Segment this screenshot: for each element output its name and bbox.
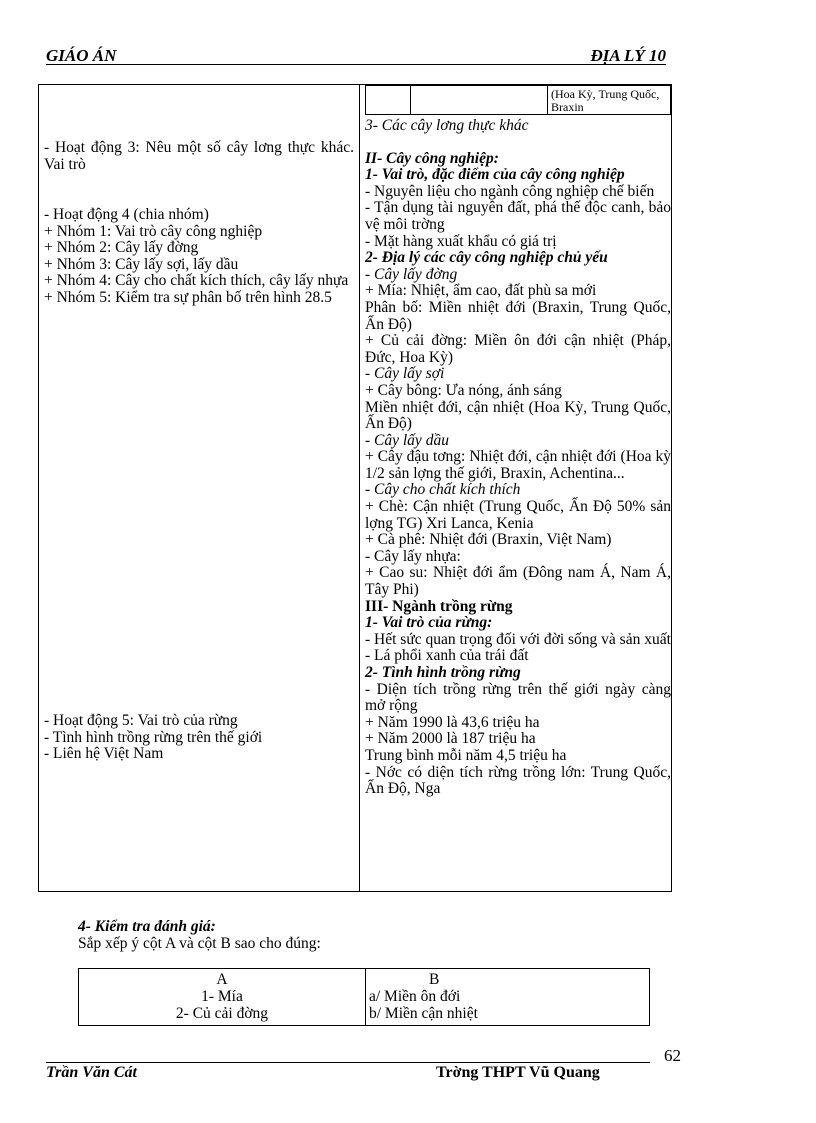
right-content bbox=[365, 118, 671, 798]
activity-5-line: - Liên hệ Việt Nam bbox=[44, 745, 164, 763]
mini-table-fragment bbox=[365, 85, 671, 115]
text-line: + Cà phê: Nhiệt đới (Braxin, Việt Nam) bbox=[365, 531, 612, 549]
column-b-header: B bbox=[429, 971, 440, 988]
column-divider bbox=[359, 85, 360, 891]
column-b-item: b/ Miền cận nhiệt bbox=[369, 1005, 478, 1022]
text-line: + Năm 2000 là 187 triệu ha bbox=[365, 730, 536, 748]
activity-4-line: + Nhóm 3: Cây lấy sợi, lấy dầu bbox=[44, 255, 239, 273]
mini-cell-3: (Hoa Kỳ, Trung Quốc, Braxin bbox=[547, 85, 671, 115]
activity-5 bbox=[44, 713, 354, 763]
text-line: - Mặt hàng xuất khẩu có giá trị bbox=[365, 232, 557, 250]
matching-divider bbox=[365, 969, 366, 1025]
header-rule bbox=[46, 64, 666, 65]
activity-5-line: - Tình hình trồng rừng trên thế giới bbox=[44, 728, 263, 746]
page-number: 62 bbox=[664, 1046, 681, 1065]
activity-4-line: + Nhóm 4: Cây cho chất kích thích, cây lấy nhựa bbox=[44, 272, 349, 290]
subheading: 2- Địa lý các cây công nghiệp chủ yếu bbox=[365, 249, 608, 267]
text-line: - Tận dụng tài nguyên đất, phá thế độc canh, bảo vệ môi trờng bbox=[365, 199, 671, 233]
text-line: Phân bố: Miền nhiệt đới (Braxin, Trung Quốc, Ấn Độ) bbox=[365, 298, 671, 333]
category-label: - Cây cho chất kích thích bbox=[365, 481, 521, 499]
mini-cell-1 bbox=[365, 85, 411, 115]
matching-table bbox=[78, 968, 650, 1026]
text-line: Miền nhiệt đới, cận nhiệt (Hoa Kỳ, Trung Quốc, Ấn Độ) bbox=[365, 398, 671, 433]
text-line: - Diện tích trồng rừng trên thế giới ngày càng mở rộng bbox=[365, 680, 671, 715]
column-b bbox=[369, 971, 649, 1022]
column-a-header: A bbox=[216, 971, 228, 988]
footer-author: Trần Văn Cát bbox=[46, 1064, 137, 1081]
subheading: 2- Tình hình trồng rừng bbox=[365, 664, 521, 681]
footer-school: Trờng THPT Vũ Quang bbox=[436, 1064, 600, 1081]
text-line: - Lá phổi xanh của trái đất bbox=[365, 647, 529, 665]
category-label: - Cây lấy sợi bbox=[365, 365, 445, 383]
activity-4-line: - Hoạt động 4 (chia nhóm) bbox=[44, 206, 209, 223]
activity-4-line: + Nhóm 1: Vai trò cây công nghiệp bbox=[44, 222, 263, 240]
activity-4 bbox=[44, 207, 354, 307]
text-line: Trung bình mỗi năm 4,5 triệu ha bbox=[365, 746, 567, 764]
column-a bbox=[79, 971, 365, 1022]
header-right: ĐỊA LÝ 10 bbox=[590, 46, 666, 65]
text-line: - Hết sức quan trọng đối với đời sống và sản xuất bbox=[365, 630, 671, 648]
category-label: - Cây lấy dầu bbox=[365, 431, 449, 449]
text-line: + Cây bông: Ưa nóng, ánh sáng bbox=[365, 381, 562, 399]
lesson-table bbox=[38, 84, 672, 892]
section-4-title: 4- Kiểm tra đánh giá: bbox=[78, 918, 216, 935]
text-line: - Nớc có diện tích rừng trồng lớn: Trung Quốc, Ấn Độ, Nga bbox=[365, 763, 671, 798]
subheading: 1- Vai trò của rừng: bbox=[365, 614, 493, 632]
section-heading: II- Cây công nghiệp: bbox=[365, 149, 499, 167]
footer-rule bbox=[46, 1062, 650, 1063]
activity-4-line: + Nhóm 5: Kiểm tra sự phân bố trên hình 28.5 bbox=[44, 288, 332, 306]
text-line: + Chè: Cận nhiệt (Trung Quốc, Ấn Độ 50% sản lợng TG) Xri Lanca, Kenia bbox=[365, 498, 671, 532]
text-line: - Nguyên liệu cho ngành công nghiệp chế biến bbox=[365, 182, 655, 200]
section-4 bbox=[78, 918, 321, 952]
category-label: - Cây lấy đờng bbox=[365, 265, 458, 283]
subheading: 1- Vai trò, đặc điểm của cây công nghiệp bbox=[365, 166, 625, 184]
text-line: + Cao su: Nhiệt đới ẩm (Đông nam Á, Nam Á, Tây Phi) bbox=[365, 564, 671, 599]
text-line: + Cây đậu tơng: Nhiệt đới, cận nhiệt đới (Hoa kỳ 1/2 sản lợng thế giới, Braxin, Achentina... bbox=[365, 448, 671, 482]
mini-cell-2 bbox=[410, 85, 548, 115]
header-left: GIÁO ÁN bbox=[46, 46, 117, 65]
column-b-item: a/ Miền ôn đới bbox=[369, 988, 461, 1005]
subheading: 3- Các cây lơng thực khác bbox=[365, 117, 529, 134]
text-line: + Mía: Nhiệt, ẩm cao, đất phù sa mới bbox=[365, 282, 597, 300]
activity-3: - Hoạt động 3: Nêu một số cây lơng thực khác. Vai trò bbox=[44, 139, 354, 173]
activity-5-line: - Hoạt động 5: Vai trò của rừng bbox=[44, 712, 238, 729]
column-a-item: 2- Củ cải đờng bbox=[175, 1005, 269, 1022]
section-4-instruction: Sắp xếp ý cột A và cột B sao cho đúng: bbox=[78, 935, 321, 952]
text-line: + Củ cải đờng: Miền ôn đới cận nhiệt (Pháp, Đức, Hoa Kỳ) bbox=[365, 332, 671, 366]
section-heading: III- Ngành trồng rừng bbox=[365, 597, 513, 615]
text-line: - Cây lấy nhựa: bbox=[365, 547, 461, 565]
column-a-item: 1- Mía bbox=[201, 988, 243, 1005]
activity-4-line: + Nhóm 2: Cây lấy đờng bbox=[44, 239, 199, 257]
text-line: + Năm 1990 là 43,6 triệu ha bbox=[365, 713, 540, 731]
